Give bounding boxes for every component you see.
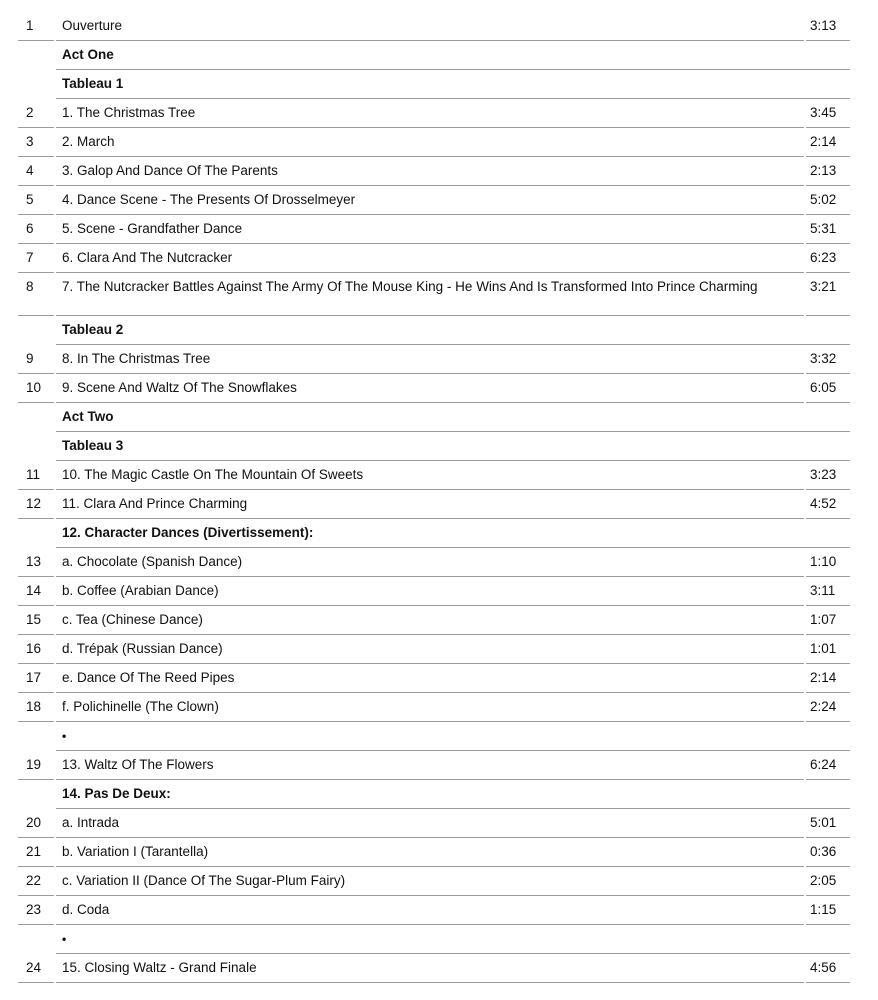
track-number: 13 [26, 554, 42, 569]
track-title: 1. The Christmas Tree [62, 105, 196, 120]
track-row [0, 606, 878, 635]
track-row [0, 490, 878, 519]
track-title: b. Variation I (Tarantella) [62, 844, 209, 859]
track-duration: 1:07 [810, 612, 837, 627]
track-duration: 2:14 [810, 670, 837, 685]
track-number: 15 [26, 612, 42, 627]
track-duration: 3:32 [810, 351, 837, 366]
track-duration: 3:13 [810, 18, 837, 33]
section-heading-row [0, 403, 878, 432]
track-duration: 6:24 [810, 757, 837, 772]
track-number: 11 [26, 467, 41, 482]
track-duration: 1:01 [810, 641, 837, 656]
track-title: e. Dance Of The Reed Pipes [62, 670, 235, 685]
track-number: 9 [26, 351, 34, 366]
track-row [0, 896, 878, 925]
track-title: b. Coffee (Arabian Dance) [62, 583, 219, 598]
track-row [0, 693, 878, 722]
track-title: 5. Scene - Grandfather Dance [62, 221, 243, 236]
section-heading-row [0, 519, 878, 548]
track-title: a. Chocolate (Spanish Dance) [62, 554, 243, 569]
track-duration: 4:56 [810, 960, 837, 975]
track-title: 10. The Magic Castle On The Mountain Of Sweets [62, 467, 364, 482]
track-row [0, 838, 878, 867]
section-heading-row [0, 780, 878, 809]
track-number: 14 [26, 583, 42, 598]
section-heading: Tableau 1 [62, 76, 124, 91]
track-duration: 3:11 [810, 583, 836, 598]
track-duration: 5:31 [810, 221, 837, 236]
track-row [0, 215, 878, 244]
track-title: d. Coda [62, 902, 110, 917]
track-number: 17 [26, 670, 42, 685]
track-number: 19 [26, 757, 42, 772]
section-heading: Tableau 3 [62, 438, 124, 453]
bullet-mark: • [62, 932, 67, 946]
track-row [0, 548, 878, 577]
track-title: 2. March [62, 134, 115, 149]
track-title: 13. Waltz Of The Flowers [62, 757, 214, 772]
track-row [0, 157, 878, 186]
track-number: 1 [26, 18, 34, 33]
track-number: 7 [26, 250, 34, 265]
track-row [0, 186, 878, 215]
section-heading: 14. Pas De Deux: [62, 786, 171, 801]
track-duration: 6:23 [810, 250, 837, 265]
track-row [0, 751, 878, 780]
track-row [0, 577, 878, 606]
row-divider [56, 982, 804, 983]
track-duration: 2:14 [810, 134, 837, 149]
track-number: 23 [26, 902, 42, 917]
section-heading-row [0, 432, 878, 461]
separator-row [0, 722, 878, 751]
track-row [0, 99, 878, 128]
track-title: d. Trépak (Russian Dance) [62, 641, 223, 656]
section-heading: Act Two [62, 409, 114, 424]
track-number: 24 [26, 960, 42, 975]
track-duration: 1:10 [810, 554, 837, 569]
track-number: 3 [26, 134, 34, 149]
track-number: 18 [26, 699, 42, 714]
track-number: 16 [26, 641, 42, 656]
track-number: 4 [26, 163, 34, 178]
track-row [0, 244, 878, 273]
track-title: 8. In The Christmas Tree [62, 351, 211, 366]
track-title: Ouverture [62, 18, 123, 33]
track-title: 7. The Nutcracker Battles Against The Army Of The Mouse King - He Wins And Is Transformed Into Prince Charming [62, 279, 758, 294]
track-duration: 5:01 [810, 815, 837, 830]
track-duration: 4:52 [810, 496, 837, 511]
track-row [0, 374, 878, 403]
track-row [0, 12, 878, 41]
track-duration: 6:05 [810, 380, 837, 395]
track-number: 21 [26, 844, 42, 859]
track-row [0, 867, 878, 896]
track-row [0, 128, 878, 157]
bullet-mark: • [62, 729, 67, 743]
track-row [0, 273, 878, 316]
track-title: a. Intrada [62, 815, 120, 830]
track-number: 12 [26, 496, 42, 511]
track-duration: 1:15 [810, 902, 837, 917]
track-title: 9. Scene And Waltz Of The Snowflakes [62, 380, 297, 395]
track-row [0, 635, 878, 664]
track-duration: 3:45 [810, 105, 837, 120]
track-row [0, 954, 878, 983]
track-number: 10 [26, 380, 42, 395]
track-number: 6 [26, 221, 34, 236]
row-divider [806, 982, 850, 983]
track-number: 22 [26, 873, 42, 888]
track-row [0, 809, 878, 838]
section-heading: Tableau 2 [62, 322, 124, 337]
track-row [0, 461, 878, 490]
track-title: 4. Dance Scene - The Presents Of Drosselmeyer [62, 192, 356, 207]
track-number: 8 [26, 279, 34, 294]
track-number: 20 [26, 815, 42, 830]
track-number: 5 [26, 192, 34, 207]
track-duration: 2:05 [810, 873, 837, 888]
section-heading-row [0, 41, 878, 70]
track-title: 3. Galop And Dance Of The Parents [62, 163, 278, 178]
track-duration: 2:13 [810, 163, 837, 178]
section-heading: Act One [62, 47, 114, 62]
track-row [0, 664, 878, 693]
track-number: 2 [26, 105, 34, 120]
section-heading: 12. Character Dances (Divertissement): [62, 525, 314, 540]
track-title: 15. Closing Waltz - Grand Finale [62, 960, 257, 975]
track-title: c. Tea (Chinese Dance) [62, 612, 203, 627]
section-heading-row [0, 316, 878, 345]
track-duration: 2:24 [810, 699, 837, 714]
section-heading-row [0, 70, 878, 99]
track-title: 11. Clara And Prince Charming [62, 496, 248, 511]
track-duration: 3:23 [810, 467, 837, 482]
track-title: c. Variation II (Dance Of The Sugar-Plum Fairy) [62, 873, 346, 888]
track-duration: 0:36 [810, 844, 837, 859]
track-duration: 5:02 [810, 192, 837, 207]
track-duration: 3:21 [810, 279, 837, 294]
separator-row [0, 925, 878, 954]
row-divider [18, 982, 54, 983]
track-row [0, 345, 878, 374]
track-title: 6. Clara And The Nutcracker [62, 250, 233, 265]
track-title: f. Polichinelle (The Clown) [62, 699, 219, 714]
